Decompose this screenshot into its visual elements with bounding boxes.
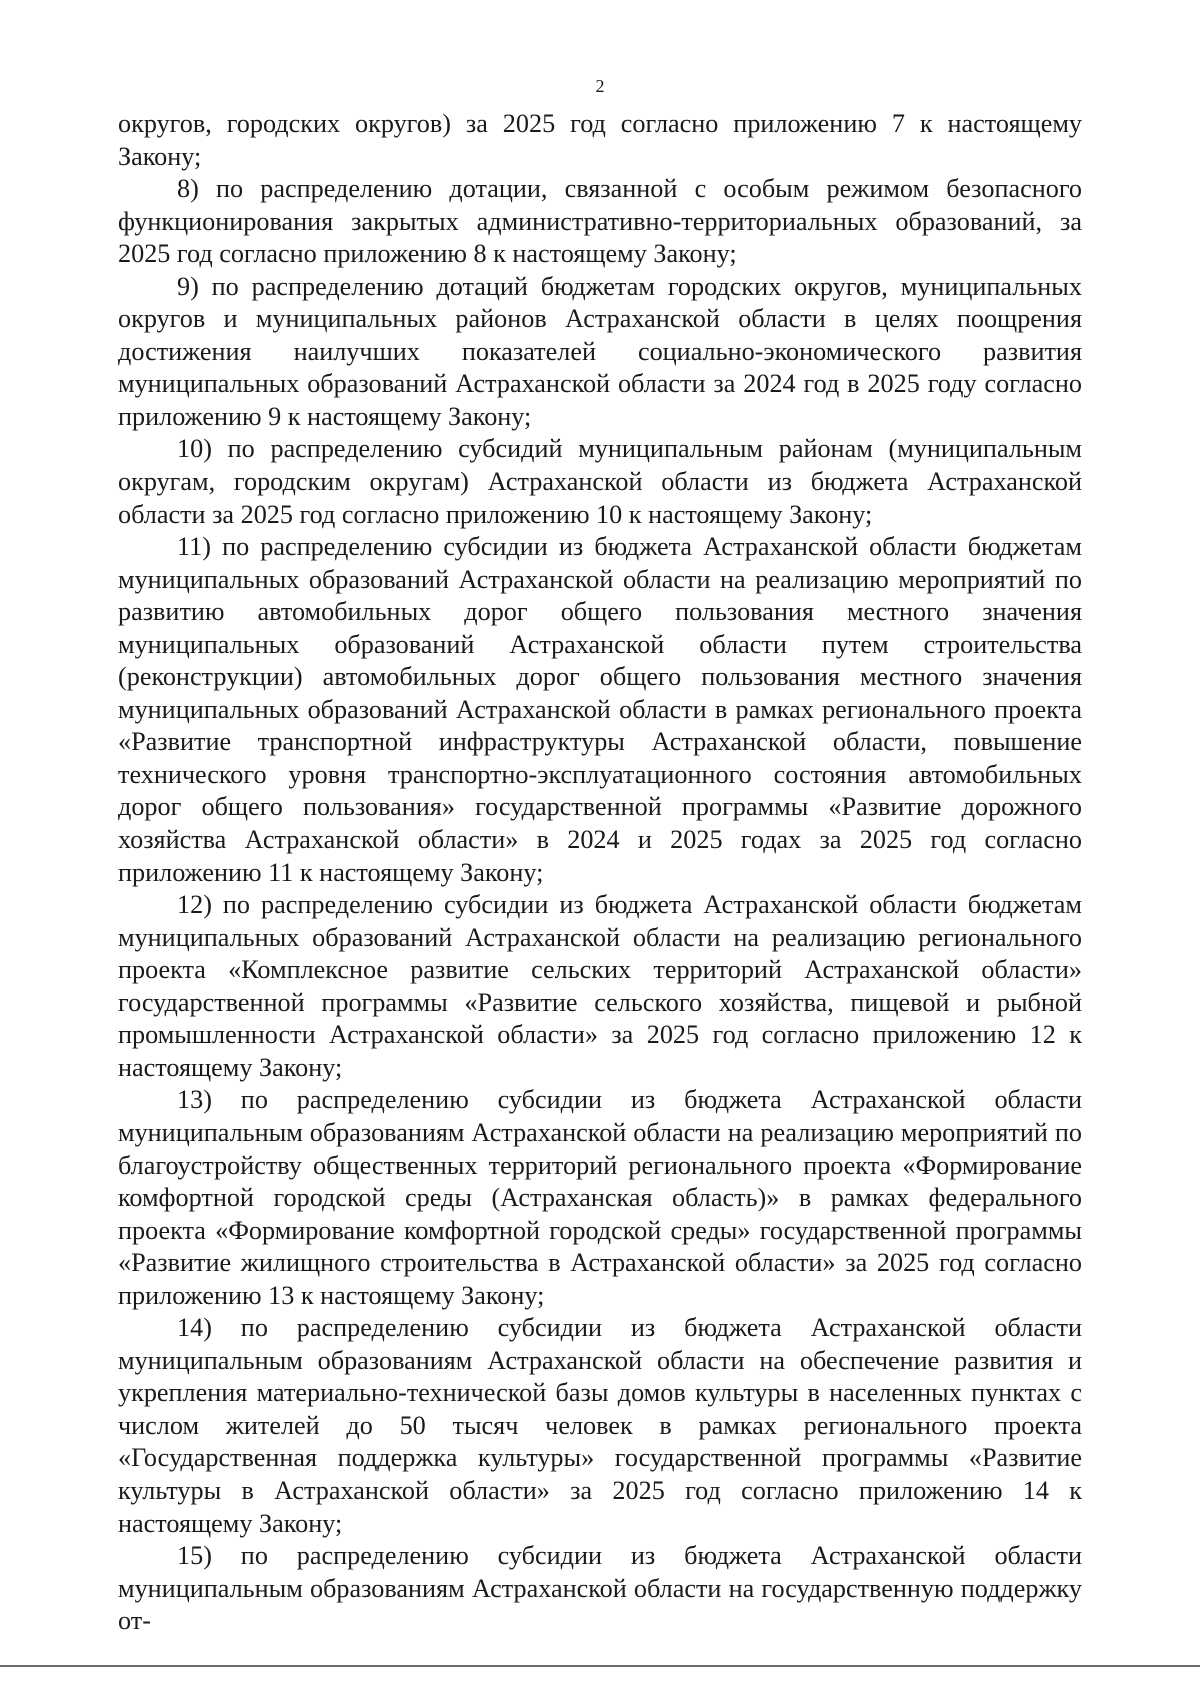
paragraph-item-8: 8) по распределению дотации, связанной с особым режимом безопасного функционирования закрытых административно-территориальных образований, за 2025 год согласно приложению 8 к настоящему Закону;	[118, 174, 1082, 269]
paragraph-continuation: округов, городских округов) за 2025 год согласно приложению 7 к настоящему Закону;	[118, 109, 1082, 171]
paragraph-item-9: 9) по распределению дотаций бюджетам городских округов, муниципальных округов и муниципальных районов Астраханской области в целях поощрения достижения наилучших показателей социально-экономического развития муниципальных образований Астраханской области за 2024 год в 2025 году согласно приложению 9 к настоящему Закону;	[118, 271, 1082, 431]
paragraph-item-12: 12) по распределению субсидии из бюджета Астраханской области бюджетам муниципальных образований Астраханской области на реализацию регионального проекта «Комплексное развитие сельских территорий Астраханской области» государственной программы «Развитие сельского хозяйства, пищевой и рыбной промышленности Астраханской области» за 2025 год согласно приложению 12 к настоящему Закону;	[118, 890, 1082, 1082]
paragraph-item-11: 11) по распределению субсидии из бюджета Астраханской области бюджетам муниципальных образований Астраханской области на реализацию мероприятий по развитию автомобильных дорог общего пользования местного значения муниципальных образований Астраханской области путем строительства (реконструкции) автомобильных дорог общего пользования местного значения муниципальных образований Астраханской области в рамках регионального проекта «Развитие транспортной инфраструктуры Астраханской области, повышение технического уровня транспортно-эксплуатационного состояния автомобильных дорог общего пользования» государственной программы «Развитие дорожного хозяйства Астраханской области» в 2024 и 2025 годах за 2025 год согласно приложению 11 к настоящему Закону;	[118, 532, 1082, 887]
paragraph-item-10: 10) по распределению субсидий муниципальным районам (муниципальным округам, городским округам) Астраханской области из бюджета Астраханской области за 2025 год согласно приложению 10 к настоящему Закону;	[118, 434, 1082, 529]
document-body	[118, 108, 1082, 1638]
paragraph-item-14: 14) по распределению субсидии из бюджета Астраханской области муниципальным образованиям Астраханской области на обеспечение развития и укрепления материально-технической базы домов культуры в населенных пунктах с числом жителей до 50 тысяч человек в рамках регионального проекта «Государственная поддержка культуры» государственной программы «Развитие культуры в Астраханской области» за 2025 год согласно приложению 14 к настоящему Закону;	[118, 1313, 1082, 1538]
paragraph-item-13: 13) по распределению субсидии из бюджета Астраханской области муниципальным образованиям Астраханской области на реализацию мероприятий по благоустройству общественных территорий регионального проекта «Формирование комфортной городской среды (Астраханская область)» в рамках федерального проекта «Формирование комфортной городской среды» государственной программы «Развитие жилищного строительства в Астраханской области» за 2025 год согласно приложению 13 к настоящему Закону;	[118, 1085, 1082, 1310]
paragraph-item-15: 15) по распределению субсидии из бюджета Астраханской области муниципальным образованиям Астраханской области на государственную поддержку от-	[118, 1541, 1082, 1636]
page-number: 2	[595, 76, 605, 96]
bottom-divider	[0, 1665, 1200, 1667]
